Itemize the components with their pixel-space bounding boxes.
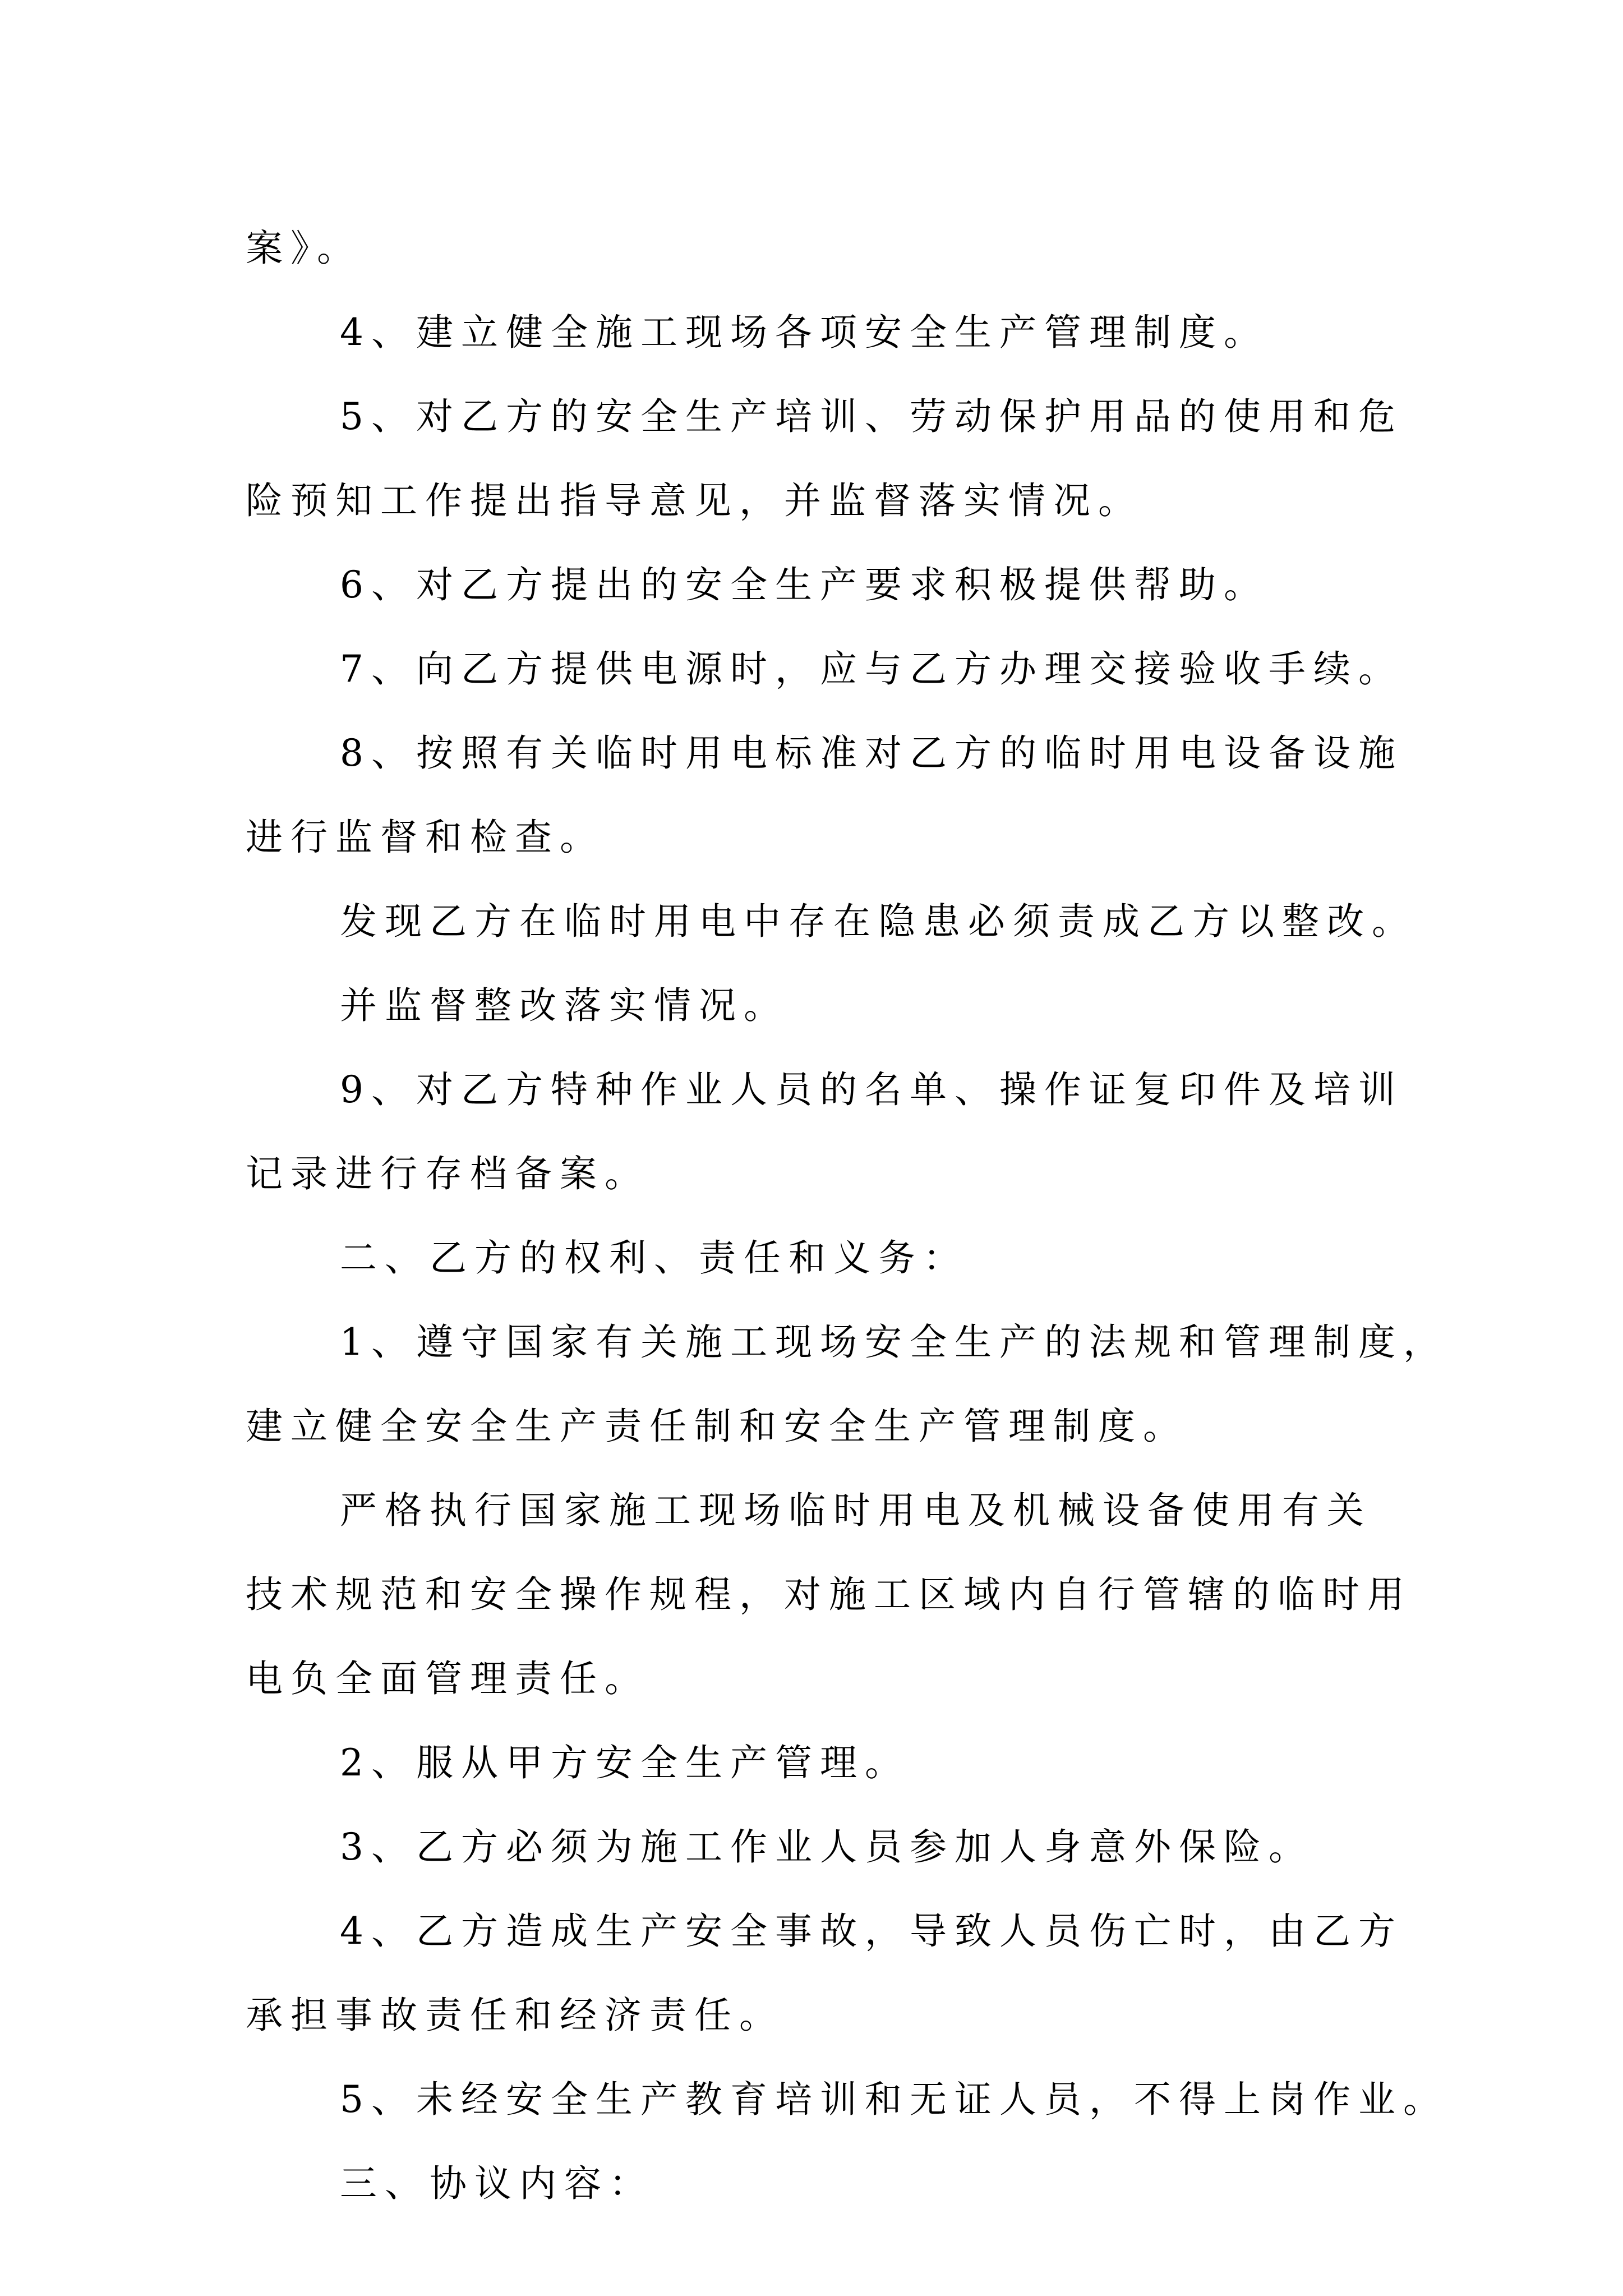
- text-line: 并监督整改落实情况。: [340, 984, 789, 1027]
- text-line: 进行监督和检查。: [246, 816, 605, 859]
- text-line: 4、乙方造成生产安全事故，导致人员伤亡时，由乙方: [340, 1910, 1403, 1953]
- text-line: 承担事故责任和经济责任。: [246, 1994, 784, 2037]
- text-line: 建立健全安全生产责任制和安全生产管理制度。: [246, 1405, 1188, 1448]
- text-line: 6、对乙方提出的安全生产要求积极提供帮助。: [340, 563, 1269, 606]
- text-line: 5、未经安全生产教育培训和无证人员，不得上岗作业。: [340, 2078, 1448, 2121]
- text-line: 5、对乙方的安全生产培训、劳动保护用品的使用和危: [340, 395, 1403, 438]
- text-line: 8、按照有关临时用电标准对乙方的临时用电设备设施: [340, 731, 1403, 775]
- text-line: 技术规范和安全操作规程，对施工区域内自行管辖的临时用: [246, 1573, 1412, 1616]
- document-body: [246, 206, 1448, 2226]
- text-line: 电负全面管理责任。: [246, 1657, 649, 1700]
- text-line: 发现乙方在临时用电中存在隐患必须责成乙方以整改。: [340, 900, 1417, 943]
- text-line: 案》。: [246, 227, 362, 270]
- section-heading: 三、协议内容：: [340, 2162, 654, 2205]
- text-line: 险预知工作提出指导意见，并监督落实情况。: [246, 479, 1143, 522]
- text-line: 4、建立健全施工现场各项安全生产管理制度。: [340, 311, 1269, 354]
- text-line: 1、遵守国家有关施工现场安全生产的法规和管理制度，: [340, 1320, 1448, 1364]
- text-line: 2、服从甲方安全生产管理。: [340, 1741, 910, 1784]
- text-line: 记录进行存档备案。: [246, 1152, 649, 1195]
- text-line: 3、乙方必须为施工作业人员参加人身意外保险。: [340, 1825, 1313, 1869]
- section-heading: 二、乙方的权利、责任和义务：: [340, 1236, 968, 1280]
- text-line: 7、向乙方提供电源时，应与乙方办理交接验收手续。: [340, 647, 1403, 691]
- text-line: 严格执行国家施工现场临时用电及机械设备使用有关: [340, 1489, 1372, 1532]
- text-line: 9、对乙方特种作业人员的名单、操作证复印件及培训: [340, 1068, 1403, 1111]
